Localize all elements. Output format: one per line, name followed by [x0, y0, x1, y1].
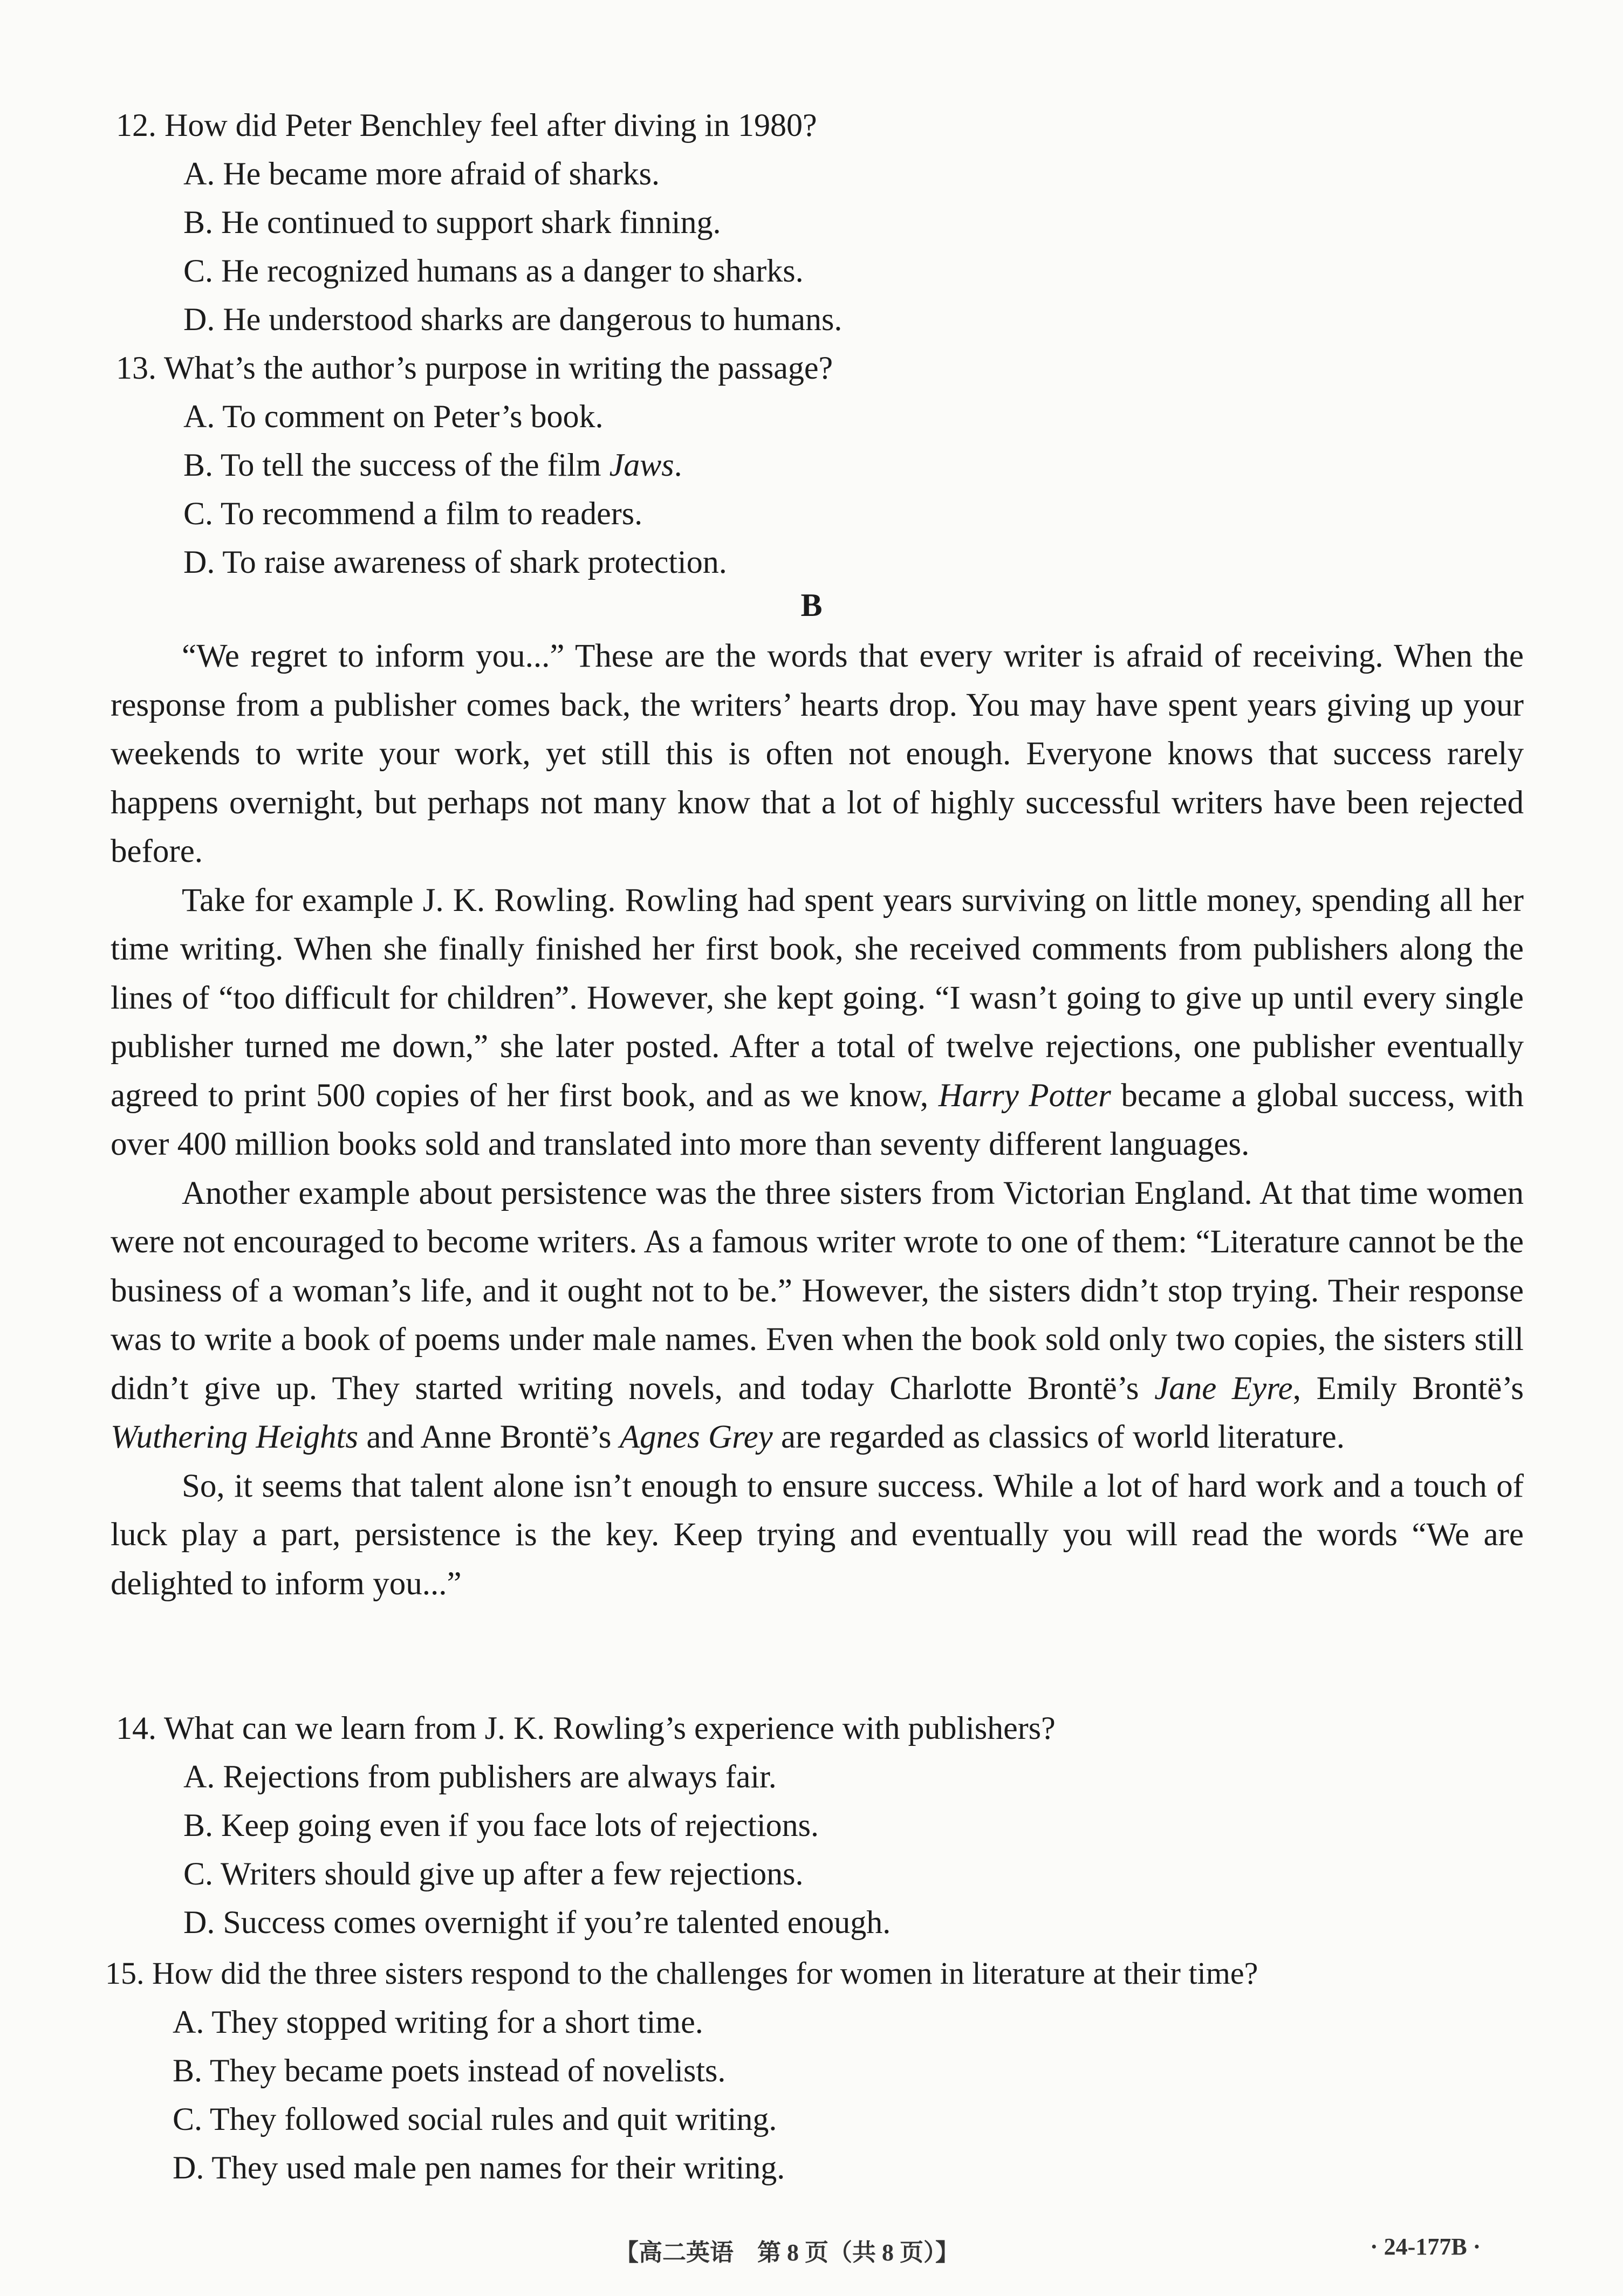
- question-14-option-c: C. Writers should give up after a few rejections.: [183, 1856, 804, 1891]
- paragraph-3-text-b: , Emily Brontë’s: [1292, 1370, 1524, 1407]
- passage-b: [111, 632, 1524, 1608]
- question-14-stem: 14. What can we learn from J. K. Rowling’s experience with publishers?: [116, 1710, 1056, 1746]
- question-12-stem: 12. How did Peter Benchley feel after diving in 1980?: [116, 107, 817, 143]
- page-footer-center: 【高二英语 第 8 页（共 8 页）】: [615, 2239, 959, 2266]
- question-12-option-b: B. He continued to support shark finning.: [183, 204, 721, 240]
- section-title: B: [800, 587, 823, 623]
- question-12-option-c: C. He recognized humans as a danger to sharks.: [183, 253, 804, 289]
- question-13-option-d: D. To raise awareness of shark protection.: [183, 544, 727, 580]
- book-title-harry-potter: Harry Potter: [938, 1077, 1111, 1114]
- question-13-option-b: [183, 442, 682, 488]
- question-15-option-a: A. They stopped writing for a short time.: [173, 2004, 703, 2040]
- paragraph-3-text-c: and Anne Brontë’s: [358, 1419, 620, 1455]
- passage-paragraph-4: So, it seems that talent alone isn’t enough to ensure success. While a lot of hard work and a touch of luck play a part, persistence is the key. Keep trying and eventually you will read the words “We are delighted to inform you...”: [111, 1468, 1524, 1602]
- page-footer-code: · 24-177B ·: [1370, 2233, 1481, 2260]
- question-15-option-d: D. They used male pen names for their writing.: [173, 2150, 785, 2185]
- paragraph-2-text-a: Take for example J. K. Rowling. Rowling had spent years surviving on little money, spending all her time writing. When she finally finished her first book, she received comments from publishers along the lines of “too difficult for children”. However, she kept going. “I wasn’t going to give up until every single publisher turned me down,” she later posted. After a total of twelve rejections, one publisher eventually agreed to print 500 copies of her first book, and as we know,: [111, 882, 1524, 1114]
- question-12-option-a: A. He became more afraid of sharks.: [183, 156, 660, 191]
- film-title-jaws: Jaws: [609, 447, 674, 483]
- question-15-option-c: C. They followed social rules and quit writing.: [173, 2101, 777, 2137]
- question-15-stem: 15. How did the three sisters respond to the challenges for women in literature at their time?: [105, 1956, 1258, 1991]
- option-b-text: B. To tell the success of the film: [183, 447, 610, 483]
- question-13-option-c: C. To recommend a film to readers.: [183, 496, 643, 531]
- option-b-period: .: [674, 447, 682, 483]
- passage-paragraph-3: [111, 1169, 1524, 1462]
- paragraph-2-text-b: became a global success, with over 400 million books sold and translated into more than seventy different languages.: [111, 1077, 1524, 1162]
- question-14-option-b: B. Keep going even if you face lots of rejections.: [183, 1807, 819, 1843]
- question-15-option-b: B. They became poets instead of novelists.: [173, 2053, 726, 2088]
- question-13-stem: 13. What’s the author’s purpose in writing the passage?: [116, 350, 833, 386]
- book-title-jane-eyre: Jane Eyre: [1154, 1370, 1293, 1407]
- question-14-option-d: D. Success comes overnight if you’re talented enough.: [183, 1904, 891, 1940]
- book-title-wuthering-heights: Wuthering Heights: [111, 1419, 359, 1455]
- question-13-option-a: A. To comment on Peter’s book.: [183, 399, 604, 434]
- passage-paragraph-2: [111, 876, 1524, 1169]
- question-12-option-d: D. He understood sharks are dangerous to humans.: [183, 301, 843, 337]
- paragraph-3-text-d: are regarded as classics of world literature.: [772, 1419, 1345, 1455]
- question-14-option-a: A. Rejections from publishers are always fair.: [183, 1759, 777, 1794]
- book-title-agnes-grey: Agnes Grey: [619, 1419, 773, 1455]
- paragraph-3-text-a: Another example about persistence was the three sisters from Victorian England. At that time women were not encouraged to become writers. As a famous writer wrote to one of them: “Literature cannot be the business of a woman’s life, and it ought not to be.” However, the sisters didn’t stop trying. Their response was to write a book of poems under male names. Even when the book sold only two copies, the sisters still didn’t give up. They started writing novels, and today Charlotte Brontë’s: [111, 1175, 1524, 1407]
- passage-paragraph-1: “We regret to inform you...” These are the words that every writer is afraid of receiving. When the response from a publisher comes back, the writers’ hearts drop. You may have spent years giving up your weekends to write your work, yet still this is often not enough. Everyone knows that success rarely happens overnight, but perhaps not many know that a lot of highly successful writers have been rejected before.: [111, 638, 1524, 869]
